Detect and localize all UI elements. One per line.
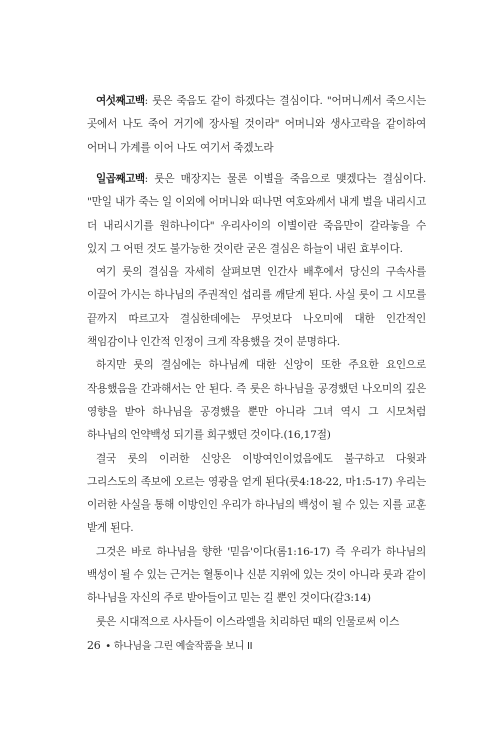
sixth-confession-text: : 룻은 죽음도 같이 하겠다는 결심이다. "어머니께서 죽으시는 곳에서 나도 죽어 거기에 장사될 것이라" 어머니와 생사고락을 같이하여 어머니 가계를 이어 나도 여기서 죽겠노라: [87, 95, 426, 154]
page-number: 26: [87, 639, 101, 652]
body-paragraph: 그것은 바로 하나님을 향한 '믿음'이다(롬1:16-17) 즉 우리가 하나님의 백성이 될 수 있는 근거는 혈통이나 신분 지위에 있는 것이 아니라 룻과 같이 하나님을 자신의 주로 받아들이고 믿는 길 뿐인 것이다(갈3:14): [87, 545, 427, 605]
seventh-confession-and-body: [87, 168, 426, 634]
sixth-confession-lead: 여섯째고백: [96, 95, 145, 107]
page-footer: [87, 637, 252, 652]
body-paragraph: 하지만 룻의 결심에는 하나님께 대한 신앙이 또한 주요한 요인으로 작용했음을 간과해서는 안 된다. 즉 룻은 하나님을 공경했던 나오미의 깊은 영향을 받아 하나님을 공경했을 뿐만 아니라 그녀 역시 그 시모처럼 하나님의 언약백성 되기를 희구했던 것이다.(16,17절): [87, 359, 426, 442]
seventh-confession-lead: 일곱째고백: [96, 173, 145, 185]
seventh-confession-text: : 룻은 매장지는 물론 이별을 죽음으로 맺겠다는 결심이다. "만일 내가 죽는 일 이외에 어머니와 떠나면 여호와께서 내게 벌을 내리시고 더 내리시기를 원하나이다" 우리사이의 이별이란 죽음만이 갈라놓을 수 있지 그 어떤 것도 불가능한 것이란 굳은 결심은 하늘이 내린 효부이다.: [87, 173, 426, 255]
body-paragraph: 룻은 시대적으로 사사들이 이스라엘을 치리하던 때의 인물로써 이스: [96, 615, 400, 628]
sixth-confession: [87, 90, 426, 160]
body-paragraph: 여기 룻의 결심을 자세히 살펴보면 인간사 배후에서 당신의 구속사를 이끌어 가시는 하나님의 주권적인 섭리를 깨닫게 된다. 사실 룻이 그 시모를 끝까지 따르고자 결심한데에는 무엇보다 나오미에 대한 인간적인 책임감이나 인간적 인정이 크게 작용했을 것이 분명하다.: [87, 266, 426, 349]
body-paragraph: 결국 룻의 이러한 신앙은 이방여인이었음에도 불구하고 다윗과 그리스도의 족보에 오르는 영광을 얻게 된다(룻4:18-22, 마1:5-17) 우리는 이러한 사실을 통해 이방인인 우리가 하나님의 백성이 될 수 있는 지를 교훈 받게 된다.: [87, 452, 426, 535]
running-title: • 하나님을 그린 예술작품을 보니 II: [105, 641, 253, 652]
sixth-confession-paragraph: [87, 90, 426, 160]
seventh-confession-paragraph: [87, 168, 426, 261]
